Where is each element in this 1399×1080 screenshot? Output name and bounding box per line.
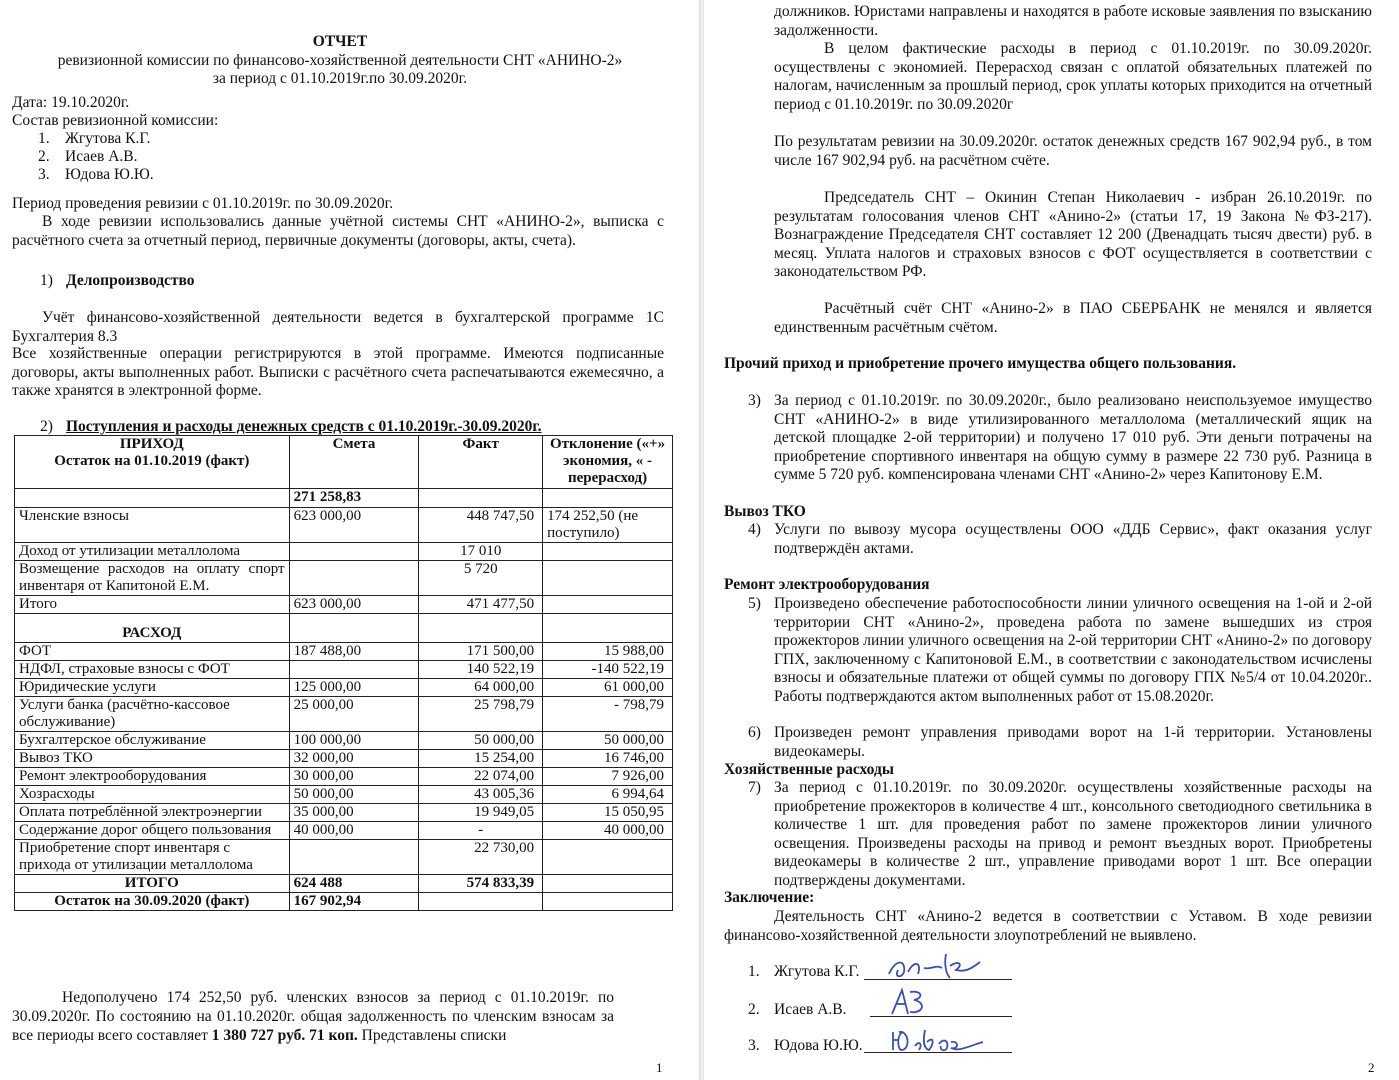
debt-paragraph: Недополучено 174 252,50 руб. членских взносов за период с 01.10.2019г. по 30.09.2020г. По состоянию на 01.10.2020г. общая задолженность по членским взносам за все периоды всего составляет 1 380 727 руб. 71 коп. Представлены списки	[12, 989, 614, 1044]
deviation-header: Отклонение («+» экономия, « - перерасход)	[543, 436, 673, 489]
opening-balance-row	[15, 489, 673, 508]
section-1-num: 1)	[40, 272, 53, 289]
total-row	[15, 875, 673, 893]
table-row: Содержание дорог общего пользования 40 000,00 - 40 000,00	[15, 822, 673, 840]
other-income-heading: Прочий приход и приобретение прочего имущества общего пользования.	[724, 355, 1237, 372]
item-4-num: 4)	[748, 521, 761, 538]
item-3-text: За период с 01.10.2019г. по 30.09.2020г., было реализовано неиспользуемое имущество СНТ «АНИНО-2» в виде утилизированного металлолома (металлический ящик на детской площадке 2-ой территории) и получено 17 010 руб. Эти деньги потрачены на приобретение спортивного инвентаря на общую сумму в размере 22 730 руб. Разница в сумме 5 720 руб. компенсирована членами СНТ «Анино-2» через Капитонову Е.М.	[774, 392, 1372, 483]
member-2-num: 2.	[38, 148, 50, 165]
table-row: Услуги банка (расчётно-кассовое обслуживание) 25 000,00 25 798,79 - 798,79	[15, 697, 673, 732]
chairman-paragraph: Председатель СНТ – Окинин Степан Николаевич - избран 26.10.2019г. по результатам голосования членов СНТ «Анино-2» (статьи 17, 19 Закона №ФЗ-217). Вознаграждение Председателя СНТ составляет 12 200 (Двенадцать тысяч двести) руб. в месяц. Уплата налогов и страховых взносов с ФОТ осуществляется в соответствии с законодательством РФ.	[774, 189, 1372, 280]
item-3-num: 3)	[748, 392, 761, 409]
result-paragraph: По результатам ревизии на 30.09.2020г. остаток денежных средств 167 902,94 руб., в том числе 167 902,94 руб. на расчётном счёте.	[774, 133, 1372, 169]
table-row: Хозрасходы 50 000,00 43 005,36 6 994,64	[15, 786, 673, 804]
section-2-num: 2)	[40, 418, 53, 435]
signature-2	[886, 984, 936, 1020]
item-5-num: 5)	[748, 595, 761, 612]
item-7-text: За период с 01.10.2019г. по 30.09.2020г. осуществлены хозяйственные расходы на приобретение прожекторов в количестве 4 шт., консольного светодиодного светильника в количестве 1 шт. для проведения работ по замене прожекторов линии уличного освещения. Произведены расходы на привод и ремонт въездных ворот. Приобретены видеокамеры в количестве 2 шт., управление приводами ворот 1 шт. Все операции подтверждены документами.	[774, 779, 1372, 889]
table-row: Юридические услуги 125 000,00 64 000,00 61 000,00	[15, 679, 673, 697]
account-paragraph: Расчётный счёт СНТ «Анино-2» в ПАО СБЕРБАНК не менялся и является единственным расчётным счётом.	[774, 300, 1372, 336]
expense-header: РАСХОД	[15, 614, 290, 643]
item-5-text: Произведено обеспечение работоспособности линии уличного освещения на 1-ой и 2-ой территории СНТ «Анино-2», проведена работа по замене вышедших из строя прожекторов линии уличного освещения на 2-ой территории СНТ «Анино-2» по договору ГПХ, заключенному с Капитоновой Е.М., в соответствии с законодательством исчислены взносы и обязательные платежи от общей суммы по договору ГПХ №5/4 от 10.04.2020г.. Работы подтверждаются актом выполненных работ от 15.08.2020г.	[774, 595, 1372, 705]
member-3-num: 3.	[38, 166, 50, 183]
section-2-title: Поступления и расходы денежных средств с 01.10.2019г.-30.09.2020г.	[66, 418, 542, 435]
report-subtitle: ревизионной комиссии по финансово-хозяйственной деятельности СНТ «АНИНО-2»	[57, 52, 623, 69]
member-1: Жгутова К.Г.	[65, 130, 151, 147]
finance-table	[14, 435, 673, 911]
item-4-text: Услуги по вывозу мусора осуществлены ООО «ДДБ Сервис», факт оказания услуг подтверждён актами.	[774, 521, 1372, 557]
table-row: ФОТ 187 488,00 171 500,00 15 988,00	[15, 643, 673, 661]
report-date: Дата: 19.10.2020г.	[12, 94, 130, 111]
signer-3-name: Юдова Ю.Ю.	[774, 1037, 863, 1054]
signer-2-num: 2.	[748, 1001, 760, 1018]
page-number-2: 2	[1368, 1060, 1375, 1075]
conclusion-text: Деятельность СНТ «Анино-2 ведется в соответствии с Уставом. В ходе ревизии финансово-хозяйственной деятельности злоупотреблений не выявлено.	[724, 908, 1372, 944]
table-row: Итого 623 000,00 471 477,50	[15, 596, 673, 614]
income-header-title: ПРИХОД	[119, 436, 184, 452]
section-1-title: Делопроизводство	[66, 272, 195, 289]
member-2: Исаев А.В.	[65, 148, 138, 165]
plan-header: Смета	[289, 436, 419, 489]
member-3: Юдова Ю.Ю.	[65, 166, 154, 183]
household-heading: Хозяйственные расходы	[724, 761, 894, 778]
total-debt: 1 380 727 руб. 71 коп.	[211, 1027, 358, 1044]
signer-1-num: 1.	[748, 963, 760, 980]
signature-3	[889, 1022, 989, 1056]
page-number-1: 1	[656, 1060, 663, 1075]
debtors-paragraph: должников. Юристами направлены и находятся в работе исковые заявления по взысканию задолженности.	[774, 3, 1372, 39]
report-title: ОТЧЕТ	[312, 33, 368, 50]
total-plan: 624 488	[289, 875, 419, 893]
table-row: Бухгалтерское обслуживание 100 000,00 50 000,00 50 000,00	[15, 732, 673, 750]
report-period-subtitle: за период с 01.10.2019г.по 30.09.2020г.	[212, 70, 468, 87]
signer-2-name: Исаев А.В.	[774, 1001, 847, 1018]
signature-1	[884, 948, 994, 984]
closing-balance-row	[15, 893, 673, 911]
closing-balance-label: Остаток на 30.09.2020 (факт)	[15, 893, 290, 911]
table-row: Оплата потреблённой электроэнергии 35 000,00 19 949,05 15 050,95	[15, 804, 673, 822]
table-row: Вывоз ТКО 32 000,00 15 254,00 16 746,00	[15, 750, 673, 768]
table-row: Членские взносы 623 000,00 448 747,50 174 252,50 (не поступило)	[15, 508, 673, 543]
fact-header: Факт	[419, 436, 543, 489]
intro-paragraph: В ходе ревизии использовались данные учётной системы СНТ «АНИНО-2», выписка с расчётного счета за отчетный период, первичные документы (договоры, акты, счета).	[12, 213, 664, 249]
item-7-num: 7)	[748, 779, 761, 796]
signer-1-name: Жгутова К.Г.	[774, 963, 860, 980]
expenses-paragraph: В целом фактические расходы в период с 01.10.2019г. по 30.09.2020г. осуществлены с экономией. Перерасход связан с оплатой обязательных платежей по налогам, начисленным за прошлый период, срок уплаты которых приходится на отчетный период с 01.10.2019г. по 30.09.2020г	[774, 40, 1372, 113]
table-row: Приобретение спорт инвентаря с прихода от утилизации металлолома 22 730,00	[15, 840, 673, 875]
member-1-num: 1.	[38, 130, 50, 147]
total-label: ИТОГО	[15, 875, 290, 893]
document-page-2	[704, 0, 1399, 1080]
item-6-num: 6)	[748, 724, 761, 741]
tko-heading: Вывоз ТКО	[724, 503, 806, 520]
repair-heading: Ремонт электрооборудования	[724, 576, 930, 593]
closing-balance-value: 167 902,94	[289, 893, 419, 911]
section-1-paragraph-1: Учёт финансово-хозяйственной деятельности ведется в бухгалтерской программе 1С Бухгалтерия 8.3	[12, 309, 664, 345]
table-row: Ремонт электрооборудования 30 000,00 22 074,00 7 926,00	[15, 768, 673, 786]
opening-balance-label: Остаток на 01.10.2019 (факт)	[54, 453, 250, 469]
income-header	[15, 436, 290, 489]
conclusion-heading: Заключение:	[724, 889, 815, 906]
expense-header-row	[15, 614, 673, 643]
table-row: Возмещение расходов на оплату спорт инвентаря от Капитоной Е.М. 5 720	[15, 561, 673, 596]
section-1-paragraph-2: Все хозяйственные операции регистрируются в этой программе. Имеются подписанные договоры, акты выполненных работ. Выписки с расчётного счета распечатываются ежемесячно, а также хранятся в электронной форме.	[12, 345, 664, 399]
commission-header: Состав ревизионной комиссии:	[12, 112, 219, 129]
table-row: Доход от утилизации металлолома 17 010	[15, 543, 673, 561]
item-6-text: Произведен ремонт управления приводами ворот на 1-й территории. Установлены видеокамеры.	[774, 724, 1372, 760]
signer-3-num: 3.	[748, 1037, 760, 1054]
revision-period: Период проведения ревизии с 01.10.2019г. по 30.09.2020г.	[12, 195, 394, 212]
opening-balance-value: 271 258,83	[289, 489, 419, 508]
table-header-row	[15, 436, 673, 489]
table-row: НДФЛ, страховые взносы с ФОТ 140 522,19 -140 522,19	[15, 661, 673, 679]
total-fact: 574 833,39	[419, 875, 543, 893]
